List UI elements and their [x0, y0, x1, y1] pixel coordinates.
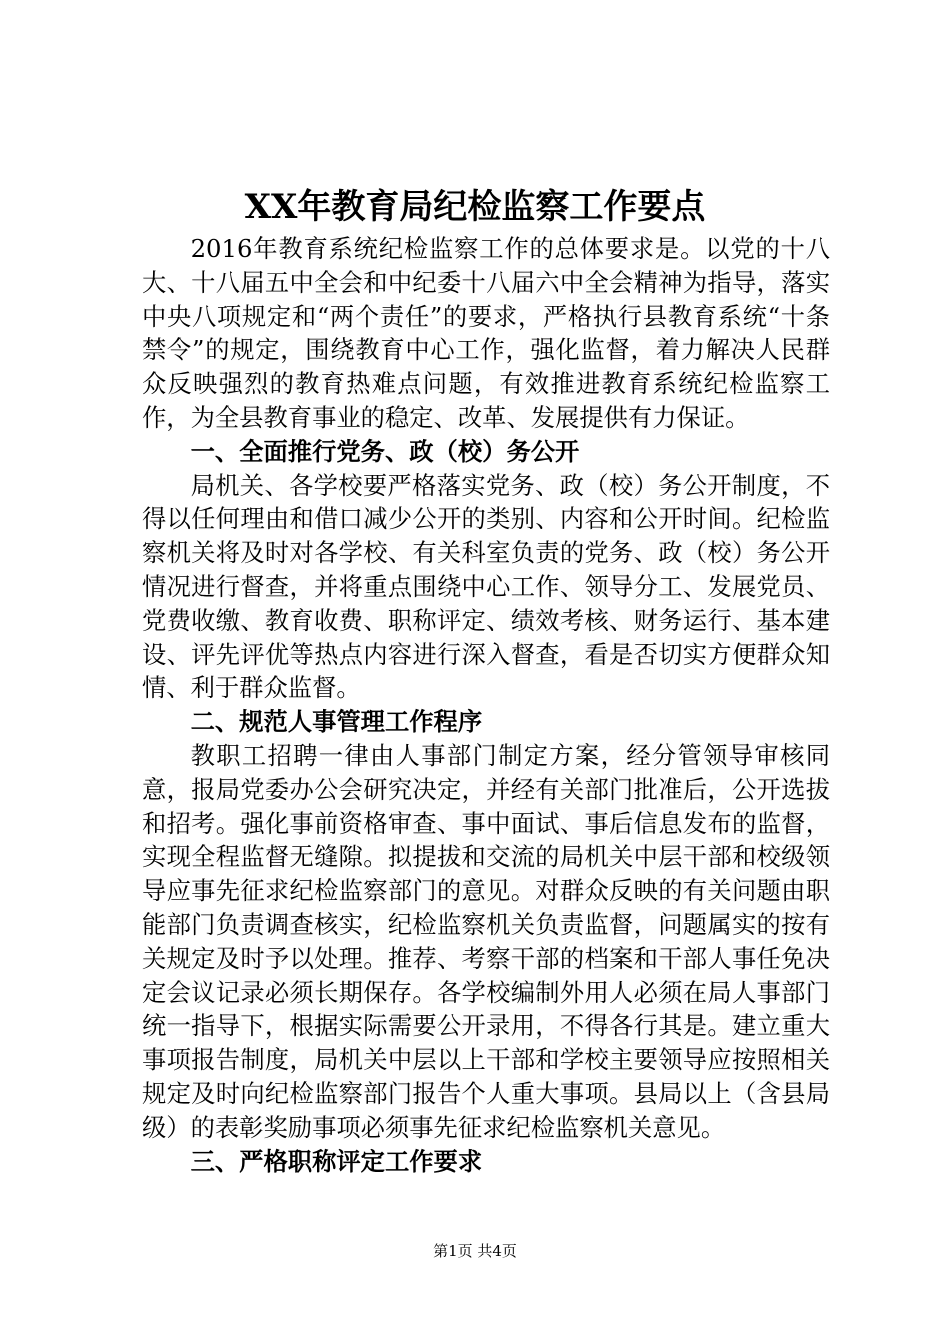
- section-paragraph-1: 局机关、各学校要严格落实党务、政（校）务公开制度，不得以任何理由和借口减少公开的类别、内容和公开时间。纪检监察机关将及时对各学校、有关科室负责的党务、政（校）务公开情况进行督查，并将重点围绕中心工作、领导分工、发展党员、党费收缴、教育收费、职称评定、绩效考核、财务运行、基本建设、评先评优等热点内容进行深入督查，看是否切实方便群众知情、利于群众监督。: [142, 470, 830, 703]
- section-heading-2: 二、规范人事管理工作程序: [190, 707, 483, 737]
- page-footer: 第1页 共4页: [433, 1242, 517, 1260]
- document-title: XX年教育局纪检监察工作要点: [244, 187, 706, 227]
- section-heading-1: 一、全面推行党务、政（校）务公开: [190, 436, 580, 466]
- intro-paragraph: 2016年教育系统纪检监察工作的总体要求是。以党的十八大、十八届五中全会和中纪委十八届六中全会精神为指导，落实中央八项规定和“两个责任”的要求，严格执行县教育系统“十条禁令”的规定，围绕教育中心工作，强化监督，着力解决人民群众反映强烈的教育热难点问题，有效推进教育系统纪检监察工作，为全县教育事业的稳定、改革、发展提供有力保证。: [142, 234, 830, 432]
- document-body: [142, 232, 830, 1178]
- section-paragraph-2: 教职工招聘一律由人事部门制定方案，经分管领导审核同意，报局党委办公会研究决定，并经有关部门批准后，公开选拔和招考。强化事前资格审查、事中面试、事后信息发布的监督，实现全程监督无缝隙。拟提拔和交流的局机关中层干部和校级领导应事先征求纪检监察部门的意见。对群众反映的有关问题由职能部门负责调查核实，纪检监察机关负责监督，问题属实的按有关规定及时予以处理。推荐、考察干部的档案和干部人事任免决定会议记录必须长期保存。各学校编制外用人必须在局人事部门统一指导下，根据实际需要公开录用，不得各行其是。建立重大事项报告制度，局机关中层以上干部和学校主要领导应按照相关规定及时向纪检监察部门报告个人重大事项。县局以上（含县局级）的表彰奖励事项必须事先征求纪检监察机关意见。: [142, 740, 830, 1142]
- section-heading-3: 三、严格职称评定工作要求: [190, 1146, 483, 1176]
